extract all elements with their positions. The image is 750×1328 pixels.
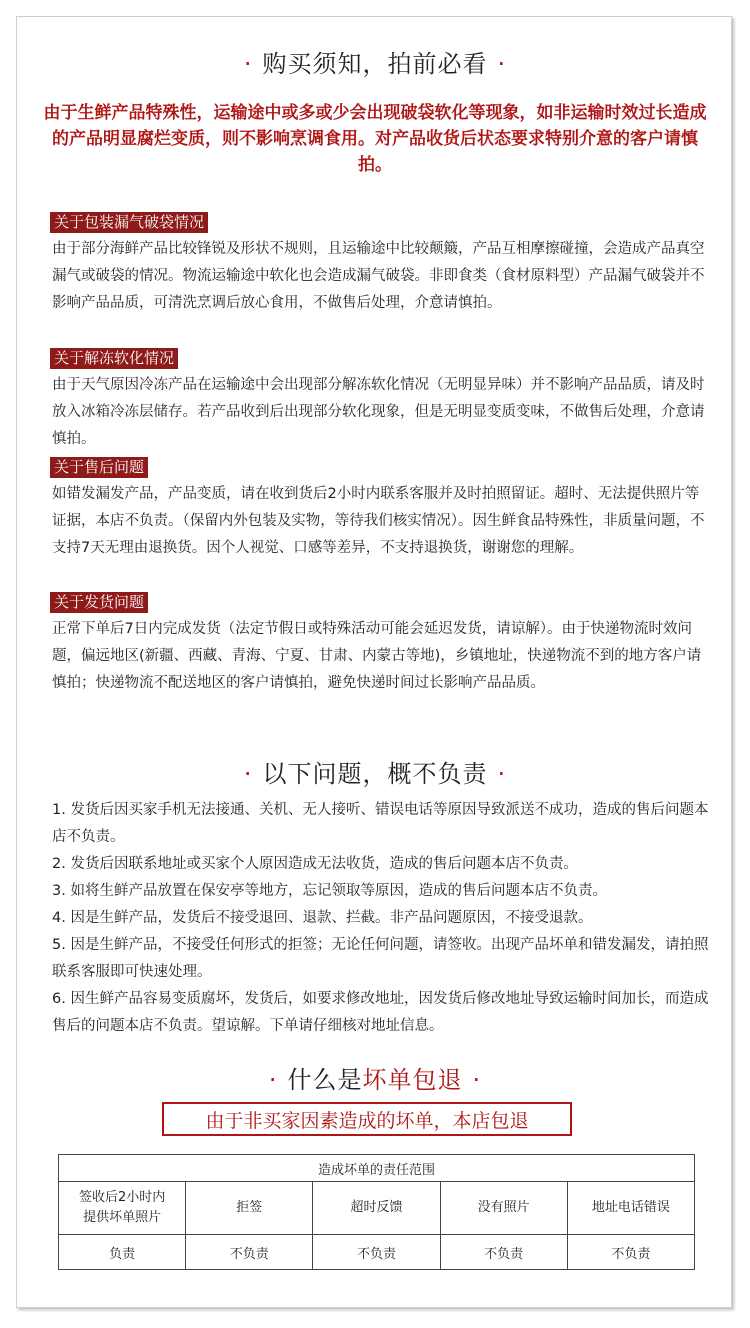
table-cell-category: 地址电话错误 <box>567 1182 694 1235</box>
table-header: 造成坏单的责任范围 <box>59 1155 695 1182</box>
para-packaging-leak: 由于部分海鲜产品比较锋锐及形状不规则，且运输途中比较颠簸，产品互相摩擦碰撞，会造成产品真空漏气或破袋的情况。物流运输途中软化也会造成漏气破袋。非即食类（食材原料型）产品漏气破袋并不影响产品品质，可清洗烹调后放心食用，不做售后处理，介意请慎拍。 <box>52 241 705 311</box>
label-after-sales: 关于售后问题 <box>50 457 148 478</box>
list-item: 5. 因是生鲜产品，不接受任何形式的拒签；无论任何问题，请签收。出现产品坏单和错发漏发，请拍照联系客服即可快速处理。 <box>52 937 709 980</box>
table-cell-category: 超时反馈 <box>313 1182 440 1235</box>
notice-paragraph: 由于生鲜产品特殊性，运输途中或多或少会出现破袋软化等现象，如非运输时效过长造成的产品明显腐烂变质，则不影响烹调食用。对产品收货后状态要求特别介意的客户请慎拍。 <box>43 103 707 175</box>
section-title-bad-order-refund: · 什么是坏单包退 · <box>268 1066 482 1094</box>
refund-policy-box: 由于非买家因素造成的坏单，本店包退 <box>162 1102 572 1136</box>
table-cell-value: 不负责 <box>567 1235 694 1270</box>
section-title-text: 以下问题，概不负责 <box>262 760 488 788</box>
section-title-text: 购买须知，拍前必看 <box>262 50 488 78</box>
disclaimer-list <box>52 797 712 1040</box>
table-cell-value: 负责 <box>59 1235 186 1270</box>
table-cell-category: 拒签 <box>186 1182 313 1235</box>
table-cell-category: 没有照片 <box>440 1182 567 1235</box>
list-item: 3. 如将生鲜产品放置在保安亭等地方，忘记领取等原因，造成的售后问题本店不负责。 <box>52 883 607 899</box>
list-item: 1. 发货后因买家手机无法接通、关机、无人接听、错误电话等原因导致派送不成功，造成的售后问题本店不负责。 <box>52 802 709 845</box>
para-after-sales: 如错发漏发产品，产品变质，请在收到货后2小时内联系客服并及时拍照留证。超时、无法提供照片等证据，本店不负责。（保留内外包装及实物，等待我们核实情况）。因生鲜食品特殊性，非质量问题，不支持7天无理由退换货。因个人视觉、口感等差异，不支持退换货，谢谢您的理解。 <box>52 486 705 556</box>
para-thaw-soften: 由于天气原因冷冻产品在运输途中会出现部分解冻软化情况（无明显异味）并不影响产品品质，请及时放入冰箱冷冻层储存。若产品收到后出现部分软化现象，但是无明显变质变味，不做售后处理，介意请慎拍。 <box>52 377 705 447</box>
label-packaging-leak: 关于包装漏气破袋情况 <box>50 212 208 233</box>
section-title-purchase-notice: · 购买须知，拍前必看 · <box>243 50 507 78</box>
label-shipping: 关于发货问题 <box>50 592 148 613</box>
table-cell-value: 不负责 <box>440 1235 567 1270</box>
section-title-highlight: 坏单包退 <box>362 1066 463 1094</box>
section-title-prefix: 什么是 <box>287 1066 363 1094</box>
table-cell-value: 不负责 <box>313 1235 440 1270</box>
list-item: 6. 因生鲜产品容易变质腐坏，发货后，如要求修改地址，因发货后修改地址导致运输时间加长，而造成售后的问题本店不负责。望谅解。下单请仔细核对地址信息。 <box>52 991 709 1034</box>
para-shipping: 正常下单后7日内完成发货（法定节假日或特殊活动可能会延迟发货，请谅解）。由于快递物流时效问题，偏远地区(新疆、西藏、青海、宁夏、甘肃、内蒙古等地)，乡镇地址，快递物流不到的地方客户请慎拍；快递物流不配送地区的客户请慎拍，避免快递时间过长影响产品品质。 <box>52 621 702 691</box>
responsibility-table <box>58 1154 695 1270</box>
section-title-not-responsible: · 以下问题，概不负责 · <box>243 760 507 788</box>
table-cell-category: 签收后2小时内 提供坏单照片 <box>59 1182 186 1235</box>
table-cell-value: 不负责 <box>186 1235 313 1270</box>
list-item: 2. 发货后因联系地址或买家个人原因造成无法收货，造成的售后问题本店不负责。 <box>52 856 578 872</box>
label-thaw-soften: 关于解冻软化情况 <box>50 348 178 369</box>
list-item: 4. 因是生鲜产品，发货后不接受退回、退款、拦截。非产品问题原因，不接受退款。 <box>52 910 593 926</box>
